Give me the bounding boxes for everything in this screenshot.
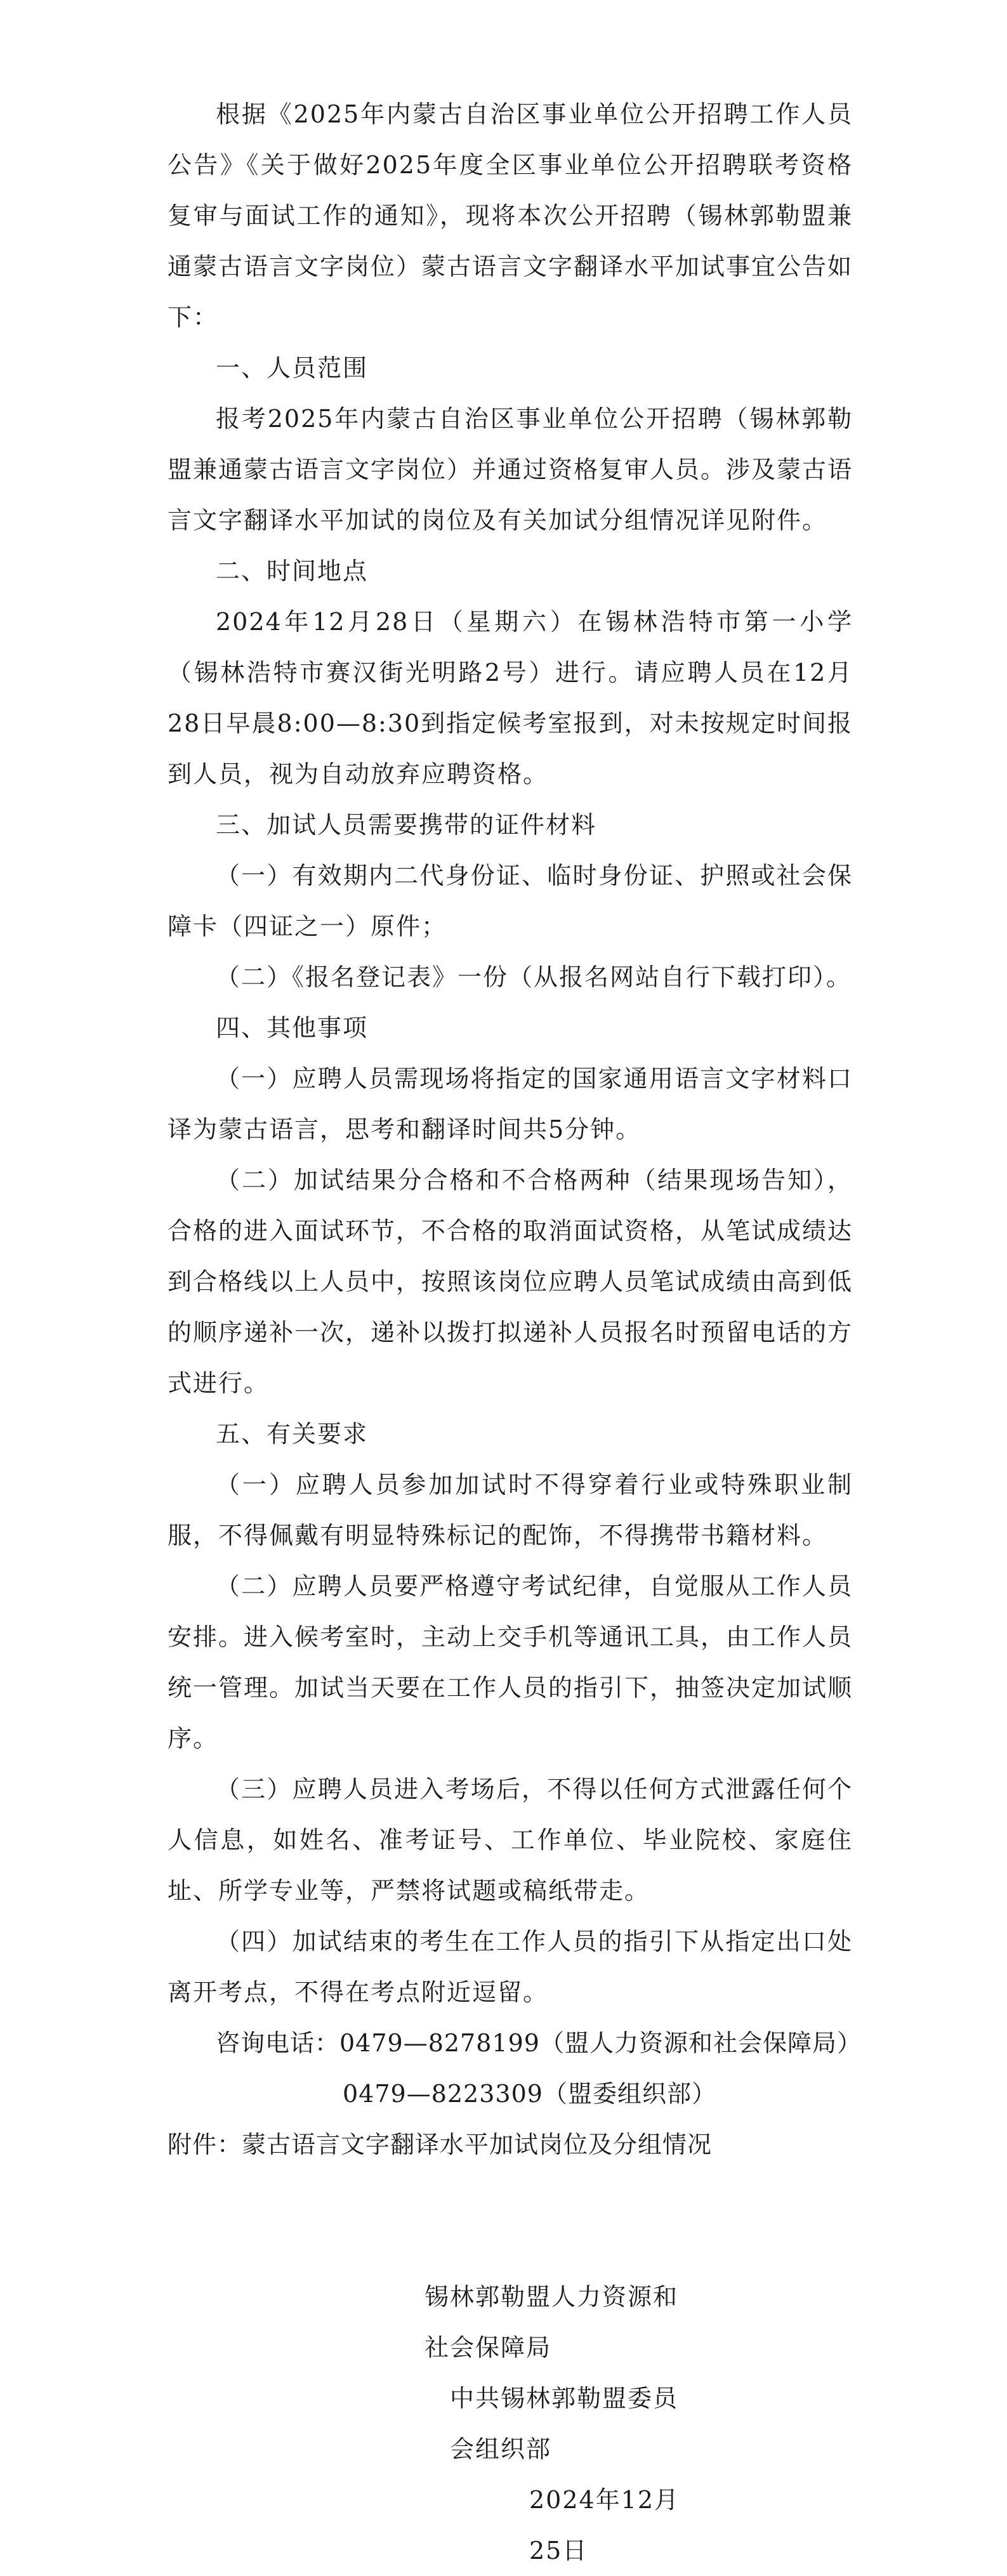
announcement-document — [168, 89, 862, 2170]
section-paragraph: （一）应聘人员需现场将指定的国家通用语言文字材料口译为蒙古语言，思考和翻译时间共5分钟。 — [168, 1065, 853, 1143]
signature-org-party: 中共锡林郭勒盟委员会组织部 — [450, 2384, 679, 2463]
signature-block — [0, 2271, 685, 2576]
section-paragraph: 报考2025年内蒙古自治区事业单位公开招聘（锡林郭勒盟兼通蒙古语言文字岗位）并通过资格复审人员。涉及蒙古语言文字翻译水平加试的岗位及有关加试分组情况详见附件。 — [168, 405, 853, 534]
attachment-note: 附件：蒙古语言文字翻译水平加试岗位及分组情况 — [168, 2131, 713, 2159]
section-paragraph: （二）加试结果分合格和不合格两种（结果现场告知），合格的进入面试环节，不合格的取消面试资格，从笔试成绩达到合格线以上人员中，按照该岗位应聘人员笔试成绩由高到低的顺序递补一次，递补以拨打拟递补人员报名时预留电话的方式进行。 — [168, 1166, 853, 1397]
section-paragraph: （二）应聘人员要严格遵守考试纪律，自觉服从工作人员安排。进入候考室时，主动上交手机等通讯工具，由工作人员统一管理。加试当天要在工作人员的指引下，抽签决定加试顺序。 — [168, 1572, 853, 1752]
section-paragraph: （三）应聘人员进入考场后，不得以任何方式泄露任何个人信息，如姓名、准考证号、工作单位、毕业院校、家庭住址、所学专业等，严禁将试题或稿纸带走。 — [168, 1775, 853, 1905]
intro-paragraph: 根据《2025年内蒙古自治区事业单位公开招聘工作人员公告》《关于做好2025年度全区事业单位公开招聘联考资格复审与面试工作的通知》，现将本次公开招聘（锡林郭勒盟兼通蒙古语言文字岗位）蒙古语言文字翻译水平加试事宜公告如下： — [168, 100, 853, 331]
contact-phone-org: 0479—8223309（盟委组织部） — [343, 2080, 716, 2108]
section-paragraph: 2024年12月28日（星期六）在锡林浩特市第一小学（锡林浩特市赛汉街光明路2号）进行。请应聘人员在12月28日早晨8:00—8:30到指定候考室报到，对未按规定时间报到人员，视为自动放弃应聘资格。 — [168, 608, 853, 788]
section-paragraph: （一）应聘人员参加加试时不得穿着行业或特殊职业制服，不得佩戴有明显特殊标记的配饰，不得携带书籍材料。 — [168, 1471, 853, 1549]
section-paragraph: （二）《报名登记表》一份（从报名网站自行下载打印）。 — [216, 963, 852, 991]
section-personnel-scope — [168, 343, 853, 546]
section-heading: 一、人员范围 — [216, 354, 369, 382]
section-heading: 二、时间地点 — [216, 557, 369, 585]
section-paragraph: （四）加试结束的考生在工作人员的指引下从指定出口处离开考点，不得在考点附近逗留。 — [168, 1928, 853, 2006]
contact-block — [168, 2018, 862, 2119]
signature-org-hr: 锡林郭勒盟人力资源和社会保障局 — [425, 2283, 679, 2362]
section-heading: 四、其他事项 — [216, 1014, 369, 1042]
section-paragraph: （一）有效期内二代身份证、临时身份证、护照或社会保障卡（四证之一）原件； — [168, 862, 853, 940]
section-requirements — [168, 1409, 853, 2018]
section-other-matters — [168, 1002, 853, 1409]
signature-date: 2024年12月25日 — [529, 2486, 680, 2565]
section-heading: 五、有关要求 — [216, 1420, 369, 1448]
contact-phone-hr: 咨询电话：0479—8278199（盟人力资源和社会保障局） — [216, 2029, 862, 2057]
section-required-documents — [168, 799, 853, 1002]
section-time-location — [168, 546, 853, 799]
section-heading: 三、加试人员需要携带的证件材料 — [216, 811, 597, 839]
